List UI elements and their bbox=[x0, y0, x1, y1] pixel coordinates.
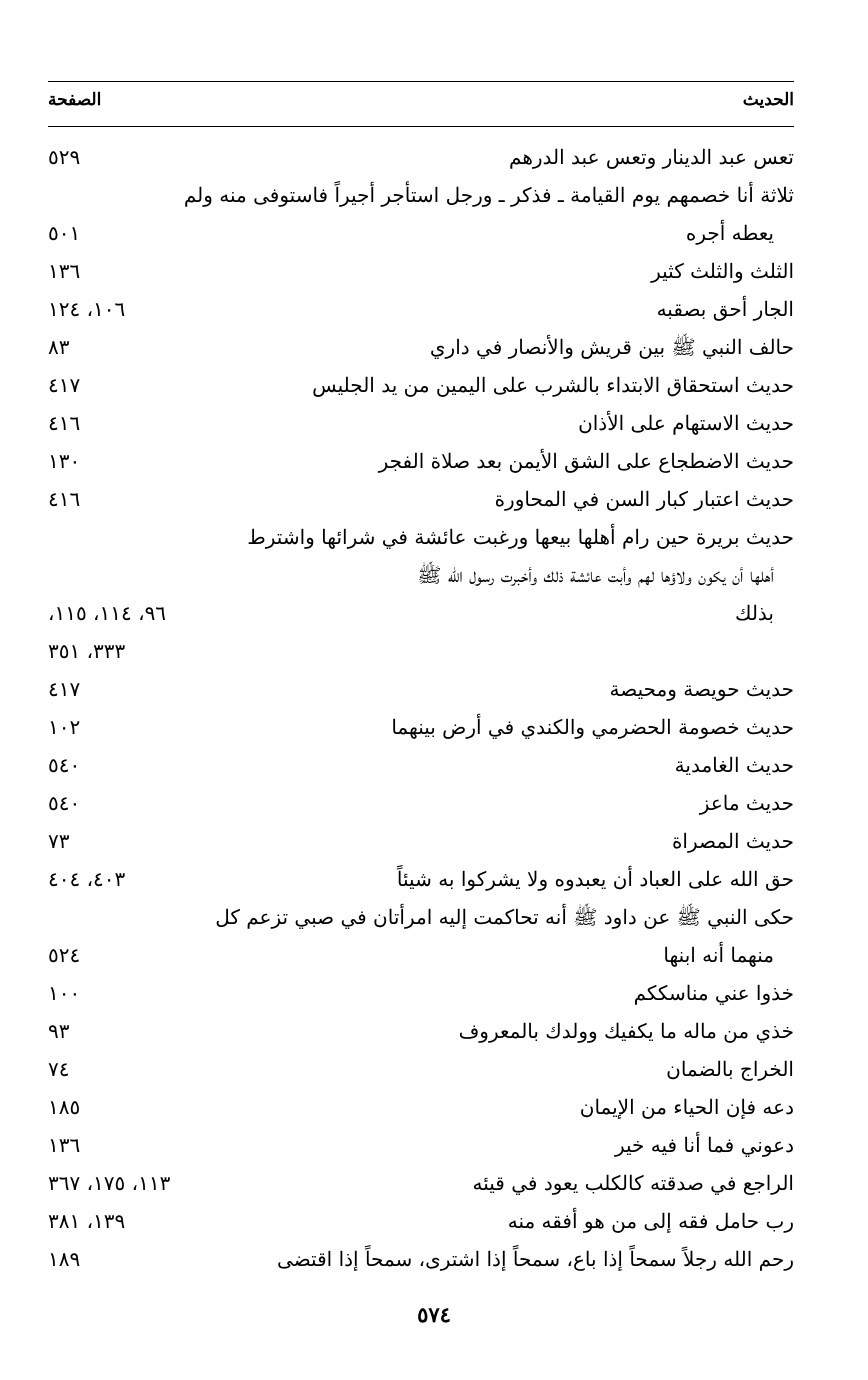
entry-text-line: ثلاثة أنا خصمهم يوم القيامة ـ فذكر ـ ورجل استأجر أجيراً فاستوفى منه ولم bbox=[183, 183, 794, 207]
entry-text-line: خذي من ماله ما يكفيك وولدك بالمعروف bbox=[458, 1019, 794, 1043]
entry-text-line: حديث بريرة حين رام أهلها بيعها ورغبت عائشة في شرائها واشترط bbox=[247, 525, 794, 549]
entry-text-line: حديث الغامدية bbox=[674, 753, 794, 777]
entry-text-line: حق الله على العباد أن يعبدوه ولا يشركوا به شيئاً bbox=[396, 867, 794, 891]
entry-page-refs: ٥٤٠ bbox=[48, 791, 81, 815]
entry-page-refs: ١٣٦ bbox=[48, 1133, 81, 1157]
page-number: ٥٧٤ bbox=[417, 1302, 451, 1327]
entry-text-line: حديث ماعز bbox=[699, 791, 794, 815]
entry-text-line: حديث الاضطجاع على الشق الأيمن بعد صلاة الفجر bbox=[378, 449, 794, 473]
entry-text-line: أهلها أن يكون ولاؤها لهم وأبت عائشة ذلك وأخبرت رسول الله ﷺ bbox=[417, 563, 774, 587]
entry-page-refs: ١٣٩، ٣٨١ bbox=[48, 1209, 126, 1233]
entry-page-refs: ١١٣، ١٧٥، ٣٦٧ bbox=[48, 1171, 171, 1195]
entry-text-line: الراجع في صدقته كالكلب يعود في قيئه bbox=[472, 1171, 794, 1195]
hadith-column-header: الحديث bbox=[742, 90, 794, 110]
entry-text-line: الخراج بالضمان bbox=[666, 1057, 794, 1081]
entry-text-line: حديث حويصة ومحيصة bbox=[609, 677, 794, 701]
entry-text-line: حديث اعتبار كبار السن في المحاورة bbox=[494, 487, 794, 511]
page-column-header: الصفحة bbox=[48, 90, 102, 110]
entry-text-line: دعوني فما أنا فيه خير bbox=[614, 1133, 794, 1157]
entry-page-refs: ١٨٥ bbox=[48, 1095, 81, 1119]
entry-page-refs: ٤٠٣، ٤٠٤ bbox=[48, 867, 126, 891]
entry-text-line: حالف النبي ﷺ بين قريش والأنصار في داري bbox=[429, 335, 794, 359]
header-bottom-rule bbox=[48, 126, 794, 127]
entry-page-refs: ٤١٦ bbox=[48, 411, 81, 435]
entry-page-refs: ١٠٢ bbox=[48, 715, 81, 739]
entry-text-line: الجار أحق بصقبه bbox=[656, 297, 794, 321]
entry-page-refs: ٤١٧ bbox=[48, 373, 81, 397]
entry-text-line: حديث استحقاق الابتداء بالشرب على اليمين من يد الجليس bbox=[312, 373, 794, 397]
header-top-rule bbox=[48, 81, 794, 82]
entry-text-line: حديث الاستهام على الأذان bbox=[578, 411, 794, 435]
entry-page-refs: ٣٣٣، ٣٥١ bbox=[48, 639, 126, 663]
entry-text-line: رحم الله رجلاً سمحاً إذا باع، سمحاً إذا اشترى، سمحاً إذا اقتضى bbox=[277, 1247, 794, 1271]
entry-page-refs: ٧٣ bbox=[48, 829, 70, 853]
entry-page-refs: ١٣٠ bbox=[48, 449, 81, 473]
entry-page-refs: ٩٦، ١١٤، ١١٥، bbox=[48, 601, 167, 625]
entry-text-line: حديث المصراة bbox=[671, 829, 794, 853]
entry-page-refs: ١٨٩ bbox=[48, 1247, 81, 1271]
entry-page-refs: ٥٤٠ bbox=[48, 753, 81, 777]
entry-page-refs: ٥٢٤ bbox=[48, 943, 81, 967]
entry-page-refs: ٤١٦ bbox=[48, 487, 81, 511]
entry-text-line: الثلث والثلث كثير bbox=[651, 259, 794, 283]
entry-page-refs: ١٣٦ bbox=[48, 259, 81, 283]
entry-page-refs: ٨٣ bbox=[48, 335, 70, 359]
entry-page-refs: ٤١٧ bbox=[48, 677, 81, 701]
entry-page-refs: ١٠٦، ١٢٤ bbox=[48, 297, 126, 321]
entry-text-line: حكى النبي ﷺ عن داود ﷺ أنه تحاكمت إليه امرأتان في صبي تزعم كل bbox=[215, 905, 794, 929]
entry-text-line: دعه فإن الحياء من الإيمان bbox=[579, 1095, 794, 1119]
entry-text-line: بذلك bbox=[734, 601, 774, 625]
entry-text-line: خذوا عني مناسككم bbox=[633, 981, 794, 1005]
entry-text-line: يعطه أجره bbox=[685, 221, 774, 245]
entry-page-refs: ٥٠١ bbox=[48, 221, 81, 245]
entry-page-refs: ٩٣ bbox=[48, 1019, 70, 1043]
entry-page-refs: ٧٤ bbox=[48, 1057, 70, 1081]
entry-page-refs: ١٠٠ bbox=[48, 981, 81, 1005]
entry-text-line: منهما أنه ابنها bbox=[663, 943, 774, 967]
entry-page-refs: ٥٢٩ bbox=[48, 145, 81, 169]
entry-text-line: تعس عبد الدينار وتعس عبد الدرهم bbox=[509, 145, 794, 169]
entry-text-line: رب حامل فقه إلى من هو أفقه منه bbox=[507, 1209, 794, 1233]
entry-text-line: حديث خصومة الحضرمي والكندي في أرض بينهما bbox=[391, 715, 794, 739]
